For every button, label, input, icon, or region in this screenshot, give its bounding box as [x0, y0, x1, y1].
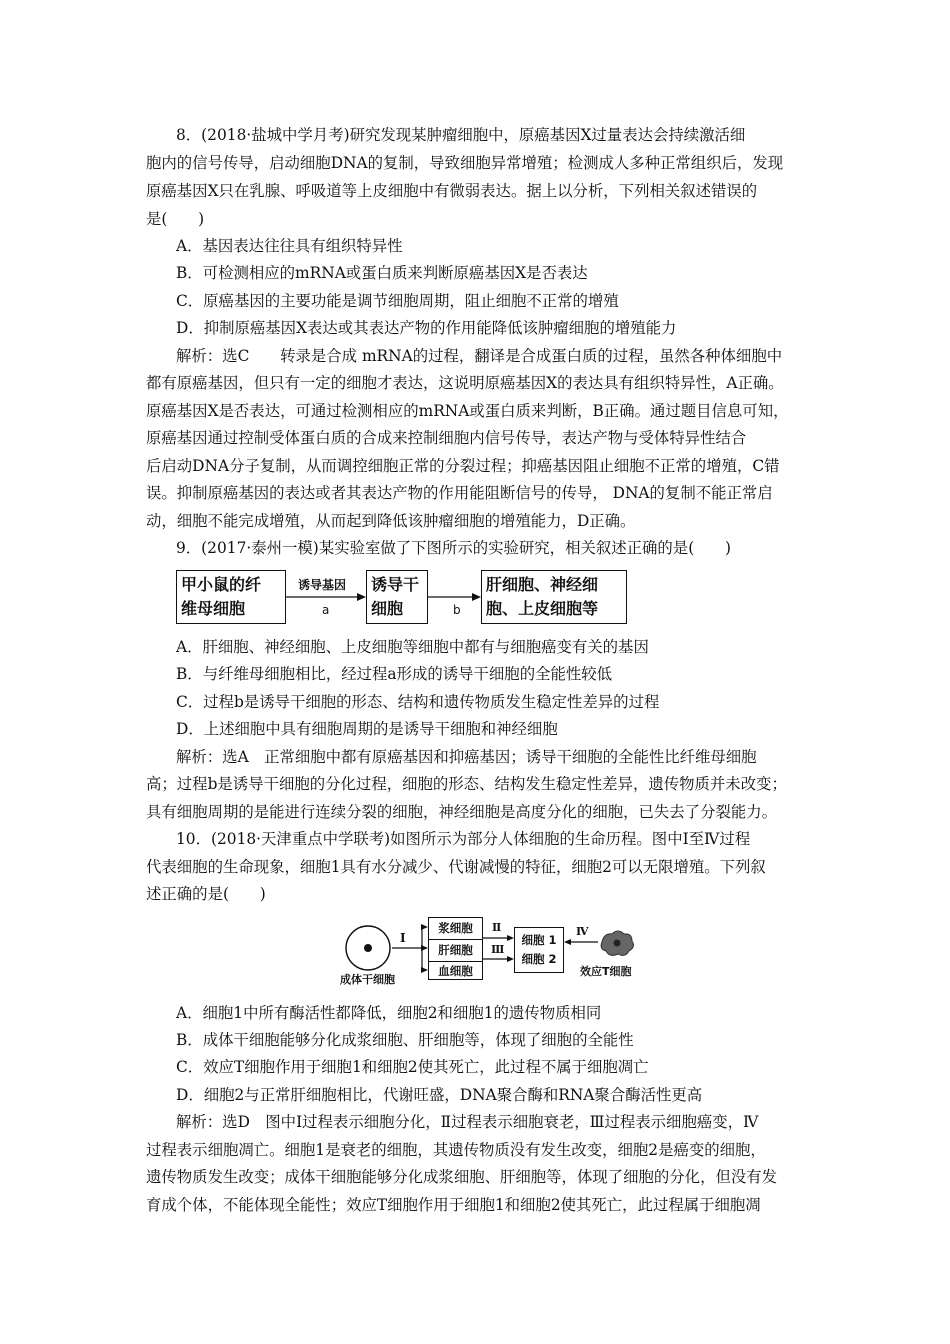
- q9-analysis-line: 具有细胞周期的是能进行连续分裂的细胞，神经细胞是高度分化的细胞，已失去了分裂能力。: [146, 803, 778, 821]
- arrow-IV-head: [564, 939, 571, 945]
- q9-analysis-line: 解析：选A 正常细胞中都有原癌基因和抑癌基因；诱导干细胞的全能性比纤维母细胞: [176, 748, 757, 766]
- q8-option-d: D．抑制原癌基因X表达或其表达产物的作用能降低该肿瘤细胞的增殖能力: [176, 319, 677, 337]
- q10-diagram: [340, 917, 660, 987]
- q8-stem-line: 8．(2018·盐城中学月考)研究发现某肿瘤细胞中，原癌基因X过量表达会持续激活细: [176, 126, 746, 144]
- arrow-a-top-label: 诱导基因: [298, 578, 347, 592]
- ips-cell-box: [366, 570, 428, 624]
- stem-cell-nucleus: [364, 944, 372, 952]
- q10-analysis-line: 过程表示细胞凋亡。细胞1是衰老的细胞，其遗传物质没有发生改变，细胞2是癌变的细胞，: [146, 1141, 766, 1159]
- ips-label-line: 细胞: [371, 599, 404, 618]
- q8-analysis-line: 原癌基因X是否表达，可通过检测相应的mRNA或蛋白质来判断，B正确。通过题目信息可知，: [146, 402, 789, 420]
- arrow-III-label: Ⅲ: [491, 943, 505, 956]
- arrow-II-head: [507, 935, 514, 941]
- liver-cell-label: 肝细胞: [429, 940, 482, 962]
- q9-option-b: B．与纤维母细胞相比，经过程a形成的诱导干细胞的全能性较低: [176, 665, 613, 683]
- q10-stem-line: 述正确的是( ): [146, 885, 266, 903]
- t-cell-nucleus: [614, 940, 621, 947]
- ips-label-line: 诱导干: [371, 575, 420, 594]
- q10-analysis-line: 遗传物质发生改变；成体干细胞能够分化成浆细胞、肝细胞等，体现了细胞的分化，但没有发: [146, 1168, 778, 1186]
- t-cell-caption: 效应T细胞: [580, 965, 632, 978]
- arrow-b-head: [472, 593, 481, 601]
- q8-analysis-line: 误。抑制原癌基因的表达或者其表达产物的作用能阻断信号的传导， DNA的复制不能正常启: [146, 484, 773, 502]
- q8-analysis-line: 后启动DNA分子复制，从而调控细胞正常的分裂过程；抑癌基因阻止细胞不正常的增殖，C错: [146, 457, 780, 475]
- fibroblast-label-line: 维母细胞: [181, 599, 246, 618]
- q10-analysis-line: 解析：选D 图中Ⅰ过程表示细胞分化，Ⅱ过程表示细胞衰老，Ⅲ过程表示细胞癌变，Ⅳ: [176, 1113, 759, 1131]
- arrow-I-head: [421, 924, 428, 930]
- q8-stem-line: 原癌基因X只在乳腺、呼吸道等上皮细胞中有微弱表达。据上以分析，下列相关叙述错误的: [146, 182, 758, 200]
- arrow-b-label: b: [453, 603, 461, 617]
- plasma-cell-label: 浆细胞: [429, 918, 482, 940]
- q8-option-a: A．基因表达往往具有组织特异性: [176, 237, 403, 255]
- q8-analysis-line: 解析：选C 转录是合成 mRNA的过程，翻译是合成蛋白质的过程，虽然各种体细胞中: [176, 347, 783, 365]
- q8-stem-line: 是( ): [146, 210, 205, 228]
- q9-option-d: D．上述细胞中具有细胞周期的是诱导干细胞和神经细胞: [176, 720, 558, 738]
- q10-stem-line: 10．(2018·天津重点中学联考)如图所示为部分人体细胞的生命历程。图中Ⅰ至Ⅳ过程: [176, 830, 751, 848]
- q8-option-c: C．原癌基因的主要功能是调节细胞周期，阻止细胞不正常的增殖: [176, 292, 619, 310]
- arrow-I-label: Ⅰ: [400, 931, 406, 945]
- blood-cell-label: 血细胞: [438, 964, 473, 978]
- arrow-IV-label: Ⅳ: [576, 925, 589, 938]
- q8-analysis-line: 都有原癌基因，但只有一定的细胞才表达，这说明原癌基因X的表达具有组织特异性，A正确。: [146, 374, 784, 392]
- q10-option-a: A．细胞1中所有酶活性都降低，细胞2和细胞1的遗传物质相同: [176, 1004, 602, 1022]
- q9-stem-line: 9．(2017·泰州一模)某实验室做了下图所示的实验研究，相关叙述正确的是( ): [176, 539, 731, 557]
- arrow-I-head: [421, 967, 428, 973]
- q10-option-c: C．效应T细胞作用于细胞1和细胞2使其死亡，此过程不属于细胞凋亡: [176, 1058, 649, 1076]
- q9-analysis-line: 高；过程b是诱导干细胞的分化过程，细胞的形态、结构发生稳定性差异，遗传物质并未改变；: [146, 775, 787, 793]
- arrow-a-label: a: [322, 603, 330, 617]
- differentiated-label-line: 胞、上皮细胞等: [486, 599, 599, 618]
- q9-diagram: [176, 568, 636, 626]
- q9-option-a: A．肝细胞、神经细胞、上皮细胞等细胞中都有与细胞癌变有关的基因: [176, 638, 649, 656]
- q10-analysis-line: 育成个体，不能体现全能性；效应T细胞作用于细胞1和细胞2使其死亡，此过程属于细胞凋: [146, 1196, 761, 1214]
- fibroblast-box: [176, 570, 286, 624]
- q10-stem-line: 代表细胞的生命现象，细胞1具有水分减少、代谢减慢的特征，细胞2可以无限增殖。下列叙: [146, 858, 766, 876]
- stem-cell-caption: 成体干细胞: [340, 973, 395, 986]
- q10-option-d: D．细胞2与正常肝细胞相比，代谢旺盛，DNA聚合酶和RNA聚合酶活性更高: [176, 1086, 703, 1104]
- q8-option-b: B．可检测相应的mRNA或蛋白质来判断原癌基因X是否表达: [176, 264, 588, 282]
- q10-option-b: B．成体干细胞能够分化成浆细胞、肝细胞等，体现了细胞的全能性: [176, 1031, 634, 1049]
- cell-1-label: 细胞 1: [521, 933, 557, 947]
- cell-types-box: [428, 917, 483, 980]
- differentiated-label-line: 肝细胞、神经细: [486, 575, 599, 594]
- arrow-I-head: [421, 945, 428, 951]
- q9-option-c: C．过程b是诱导干细胞的形态、结构和遗传物质发生稳定性差异的过程: [176, 693, 660, 711]
- arrow-a-head: [357, 593, 366, 601]
- q8-analysis-line: 动，细胞不能完成增殖，从而起到降低该肿瘤细胞的增殖能力，D正确。: [146, 512, 636, 530]
- differentiated-cells-box: [481, 570, 627, 624]
- fibroblast-label-line: 甲小鼠的纤: [181, 575, 262, 594]
- cell-1-2-box: [514, 927, 564, 973]
- cell-2-label: 细胞 2: [521, 952, 557, 966]
- q8-stem-line: 胞内的信号传导，启动细胞DNA的复制，导致细胞异常增殖；检测成人多种正常组织后，发现: [146, 154, 784, 172]
- arrow-III-head: [507, 956, 514, 962]
- q8-analysis-line: 原癌基因通过控制受体蛋白质的合成来控制细胞内信号传导，表达产物与受体特异性结合: [146, 429, 747, 447]
- arrow-II-label: Ⅱ: [492, 921, 502, 934]
